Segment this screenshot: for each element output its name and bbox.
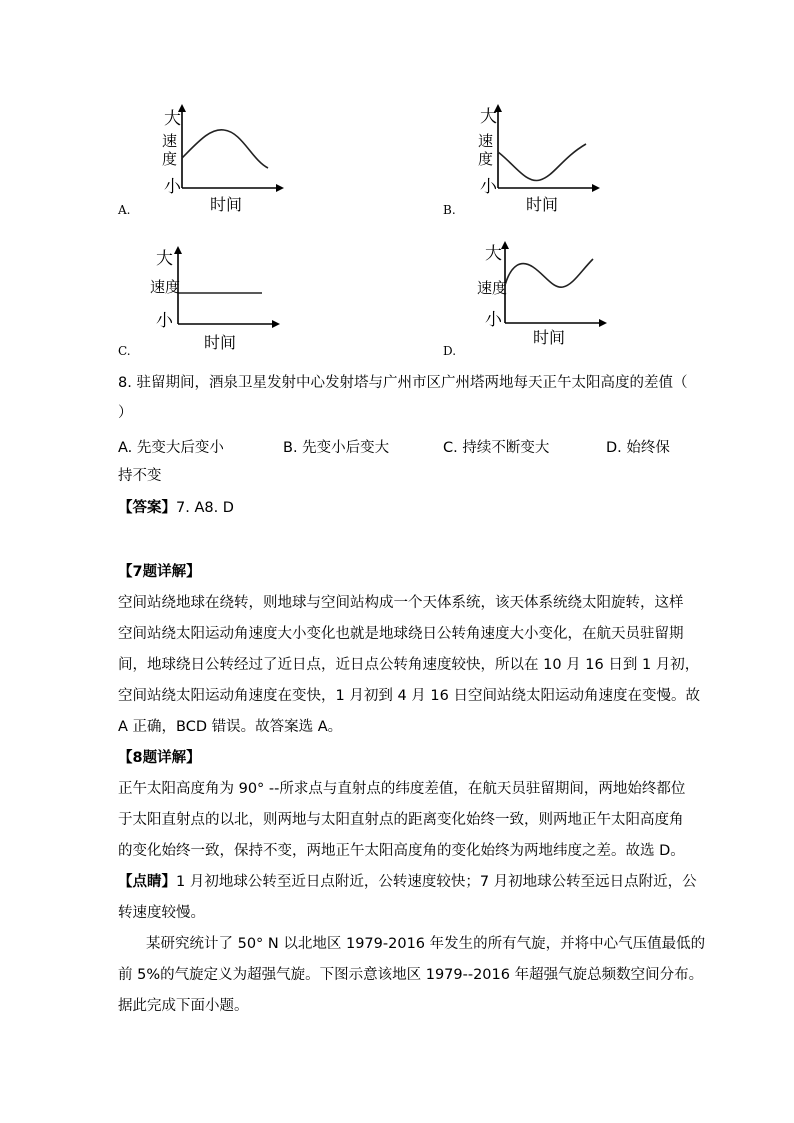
x-axis-label: 时间 xyxy=(210,195,243,214)
y-mid-label-1: 速 xyxy=(162,132,178,150)
graph-a xyxy=(150,100,290,215)
x-axis-label: 时间 xyxy=(526,195,559,214)
graph-c xyxy=(150,240,290,355)
y-mid-label: 速度 xyxy=(150,278,181,296)
q8-option-c: C. 持续不断变大 xyxy=(443,440,550,456)
q8-option-a: A. 先变大后变小 xyxy=(118,440,224,456)
x-axis-arrow xyxy=(276,184,284,192)
q7-explain-line: 空间站绕太阳运动角速度在变快，1 月初到 4 月 16 日空间站绕太阳运动角速度在变慢。故 xyxy=(118,688,700,704)
answer-text: 7. A8. D xyxy=(176,500,234,516)
speed-curve xyxy=(182,130,268,168)
speed-curve xyxy=(498,144,586,181)
option-c-label: C. xyxy=(118,344,131,358)
option-a-label: A. xyxy=(118,203,131,217)
intro-line: 某研究统计了 50° N 以北地区 1979-2016 年发生的所有气旋，并将中心气压值最低的 xyxy=(146,936,706,952)
x-axis-arrow xyxy=(599,319,607,327)
q8-option-b: B. 先变小后变大 xyxy=(283,440,390,456)
tip-text: 1 月初地球公转至近日点附近，公转速度较快；7 月初地球公转至远日点附近，公 xyxy=(176,874,697,890)
q8-option-d-cont: 持不变 xyxy=(118,468,162,484)
option-b-label: B. xyxy=(443,203,456,217)
q8-option-d: D. 始终保 xyxy=(606,440,670,456)
intro-line: 前 5%的气旋定义为超强气旋。下图示意该地区 1979--2016 年超强气旋总频数空间分布。 xyxy=(118,967,704,983)
y-top-label: 大 xyxy=(480,107,497,127)
x-axis-arrow xyxy=(592,184,600,192)
q8-explain-line: 的变化始终一致，保持不变，两地正午太阳高度角的变化始终为两地纬度之差。故选 D。 xyxy=(118,843,685,859)
tip-line2: 转速度较慢。 xyxy=(118,905,205,921)
q8-explain-line: 于太阳直射点的以北，则两地与太阳直射点的距离变化始终一致，则两地正午太阳高度角 xyxy=(118,812,684,828)
y-bottom-label: 小 xyxy=(480,177,497,197)
q7-explain-line: 空间站绕太阳运动角速度大小变化也就是地球绕日公转角速度大小变化，在航天员驻留期 xyxy=(118,626,684,642)
option-d-label: D. xyxy=(443,344,457,358)
y-top-label: 大 xyxy=(485,244,502,264)
q7-explain-tag: 【7题详解】 xyxy=(118,564,201,580)
answer-tag: 【答案】 xyxy=(118,500,176,516)
tip-tag: 【点睛】 xyxy=(118,874,176,890)
y-axis-arrow xyxy=(174,246,182,254)
y-mid-label-2: 度 xyxy=(478,150,494,168)
y-top-label: 大 xyxy=(156,249,173,269)
graph-a-svg xyxy=(150,100,290,215)
graph-b-svg xyxy=(470,100,610,215)
speed-curve xyxy=(505,259,593,287)
y-mid-label-2: 度 xyxy=(162,150,178,168)
answer-line xyxy=(118,498,234,518)
q7-explain-line: 空间站绕地球在绕转，则地球与空间站构成一个天体系统，该天体系统绕太阳旋转，这样 xyxy=(118,595,684,611)
q7-explain-line: 间，地球绕日公转经过了近日点，近日点公转角速度较快，所以在 10 月 16 日到 1 月初， xyxy=(118,657,700,673)
x-axis-label: 时间 xyxy=(204,333,237,352)
q8-explain-tag: 【8题详解】 xyxy=(118,750,201,766)
y-mid-label: 速度 xyxy=(477,279,508,297)
y-top-label: 大 xyxy=(164,109,181,129)
y-bottom-label: 小 xyxy=(156,311,173,331)
q7-explain-line: A 正确，BCD 错误。故答案选 A。 xyxy=(118,719,343,735)
graph-d xyxy=(475,235,615,350)
q8-explain-line: 正午太阳高度角为 90° --所求点与直射点的纬度差值，在航天员驻留期间，两地始终都位 xyxy=(118,781,686,797)
intro-line: 据此完成下面小题。 xyxy=(118,998,249,1014)
graph-c-svg xyxy=(150,240,290,355)
graph-b xyxy=(470,100,610,215)
y-axis-arrow xyxy=(501,241,509,249)
q8-stem-line2: ） xyxy=(118,405,133,421)
y-bottom-label: 小 xyxy=(485,310,502,330)
x-axis-label: 时间 xyxy=(533,328,566,347)
y-mid-label-1: 速 xyxy=(478,132,494,150)
y-bottom-label: 小 xyxy=(164,177,181,197)
x-axis-arrow xyxy=(272,320,280,328)
tip-line1 xyxy=(118,872,697,892)
graph-d-svg xyxy=(475,235,615,350)
q8-stem-line1: 8. 驻留期间，酒泉卫星发射中心发射塔与广州市区广州塔两地每天正午太阳高度的差值（ xyxy=(118,375,688,391)
